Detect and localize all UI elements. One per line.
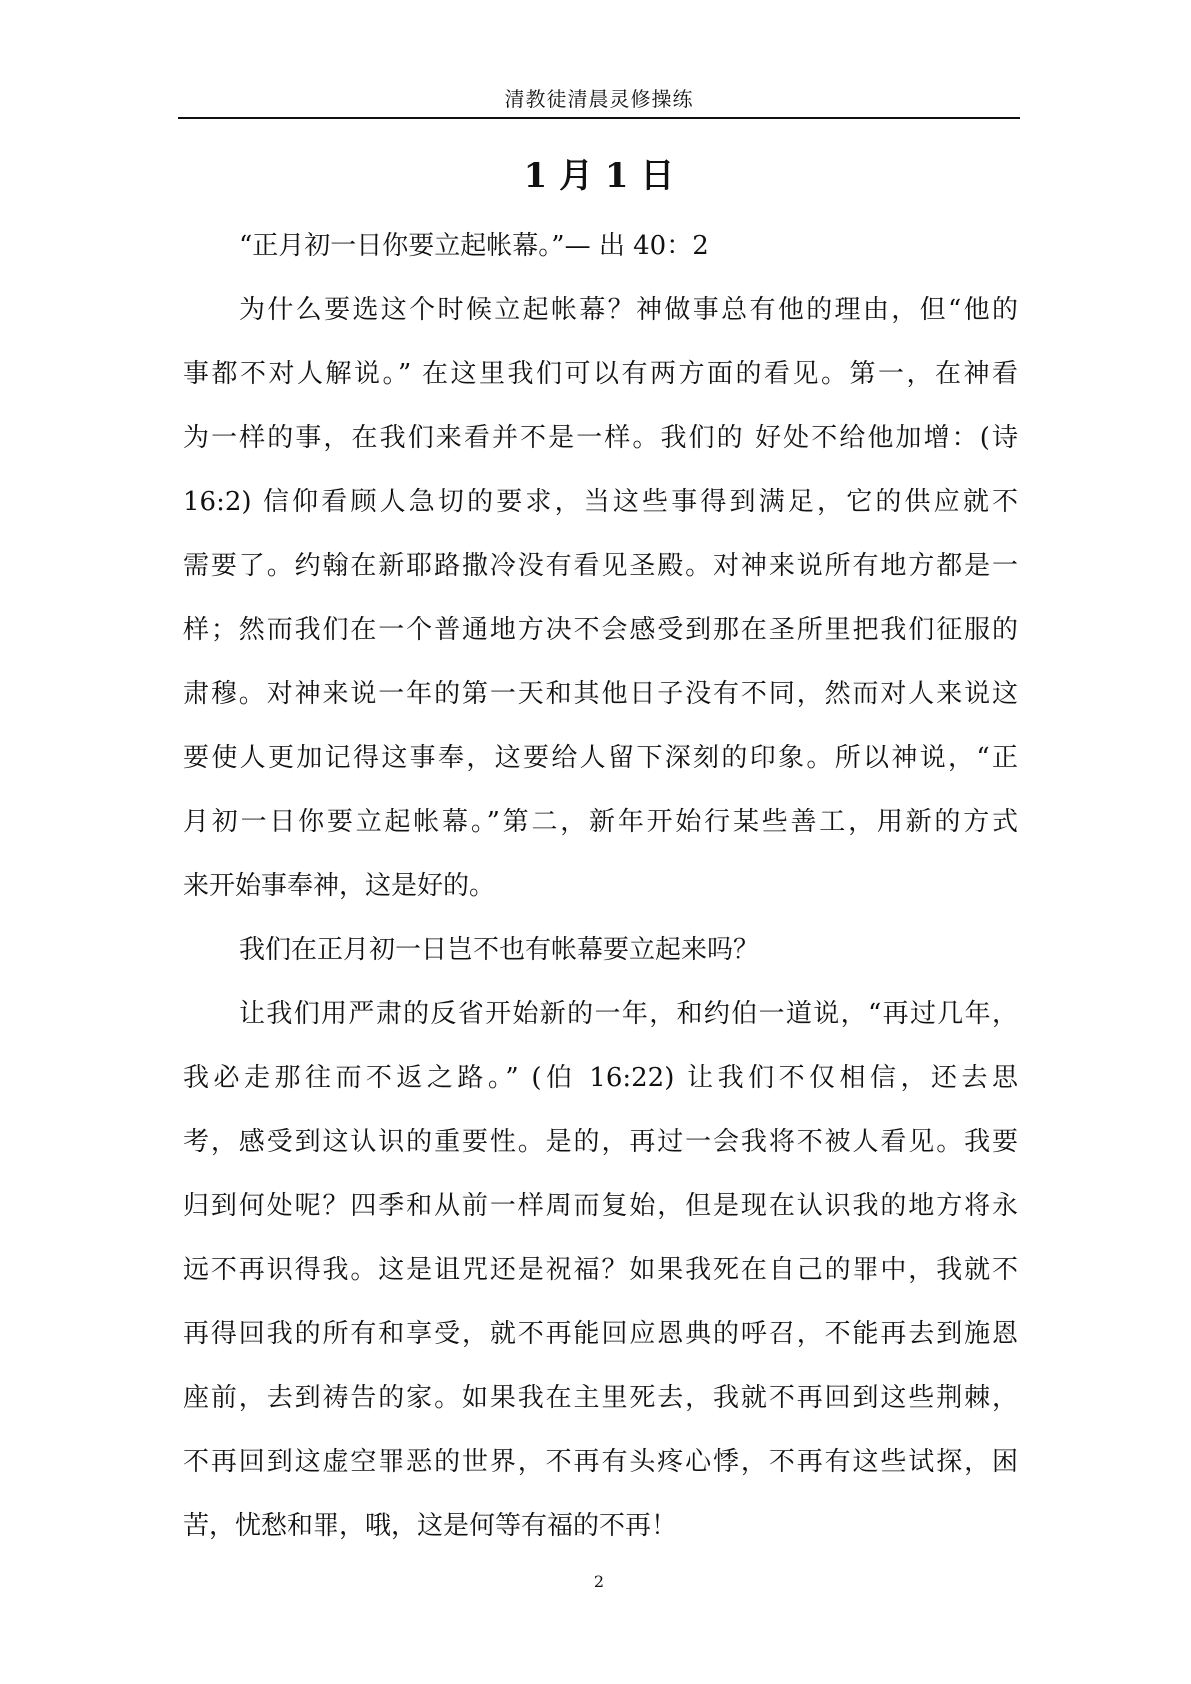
paragraph-line: 苦，忧愁和罪，哦，这是何等有福的不再！ <box>183 1511 678 1541</box>
paragraph-line: 样；然而我们在一个普通地方决不会感受到那在圣所里把我们征服的 <box>183 615 1018 645</box>
paragraph-3 <box>183 982 1018 1558</box>
paragraph-line: 要使人更加记得这事奉，这要给人留下深刻的印象。所以神说，“正 <box>183 743 1018 773</box>
running-header: 清教徒清晨灵修操练 <box>504 87 694 111</box>
verse-line: “正月初一日你要立起帐幕。”— 出 40：2 <box>239 231 709 261</box>
paragraph-line: 需要了。约翰在新耶路撒冷没有看见圣殿。对神来说所有地方都是一 <box>183 551 1018 581</box>
page-number: 2 <box>593 1572 605 1591</box>
paragraph-line: 再得回我的所有和享受，就不再能回应恩典的呼召，不能再去到施恩 <box>183 1319 1018 1349</box>
verse-reference <box>183 214 1018 278</box>
paragraph-line: 考，感受到这认识的重要性。是的，再过一会我将不被人看见。我要 <box>183 1127 1018 1157</box>
paragraph-line: 事都不对人解说。” 在这里我们可以有两方面的看见。第一，在神看 <box>183 359 1018 389</box>
paragraph-line: 月初一日你要立起帐幕。”第二，新年开始行某些善工，用新的方式 <box>183 807 1018 837</box>
paragraph-line: 为一样的事，在我们来看并不是一样。我们的 好处不给他加增：(诗 <box>183 423 1018 453</box>
paragraph-line: 座前，去到祷告的家。如果我在主里死去，我就不再回到这些荆棘， <box>183 1383 1018 1413</box>
paragraph-line: 归到何处呢？四季和从前一样周而复始，但是现在认识我的地方将永 <box>183 1191 1018 1221</box>
paragraph-line: 为什么要选这个时候立起帐幕？神做事总有他的理由，但“他的 <box>239 295 1018 325</box>
paragraph-line: 让我们用严肃的反省开始新的一年，和约伯一道说，“再过几年， <box>239 999 1018 1029</box>
header-rule <box>178 117 1020 119</box>
paragraph-line: 我们在正月初一日岂不也有帐幕要立起来吗？ <box>239 935 760 965</box>
body-text <box>183 214 1018 1558</box>
paragraph-2 <box>183 918 1018 982</box>
paragraph-line: 肃穆。对神来说一年的第一天和其他日子没有不同，然而对人来说这 <box>183 679 1018 709</box>
paragraph-line: 16:2) 信仰看顾人急切的要求，当这些事得到满足，它的供应就不 <box>183 487 1018 517</box>
paragraph-line: 来开始事奉神，这是好的。 <box>183 871 496 901</box>
page-title: 1 月 1 日 <box>523 156 675 196</box>
paragraph-line: 远不再识得我。这是诅咒还是祝福？如果我死在自己的罪中，我就不 <box>183 1255 1018 1285</box>
paragraph-1 <box>183 278 1018 918</box>
paragraph-line: 不再回到这虚空罪恶的世界，不再有头疼心悸，不再有这些试探，困 <box>183 1447 1018 1477</box>
paragraph-line: 我必走那往而不返之路。” (伯 16:22) 让我们不仅相信，还去思 <box>183 1063 1018 1093</box>
